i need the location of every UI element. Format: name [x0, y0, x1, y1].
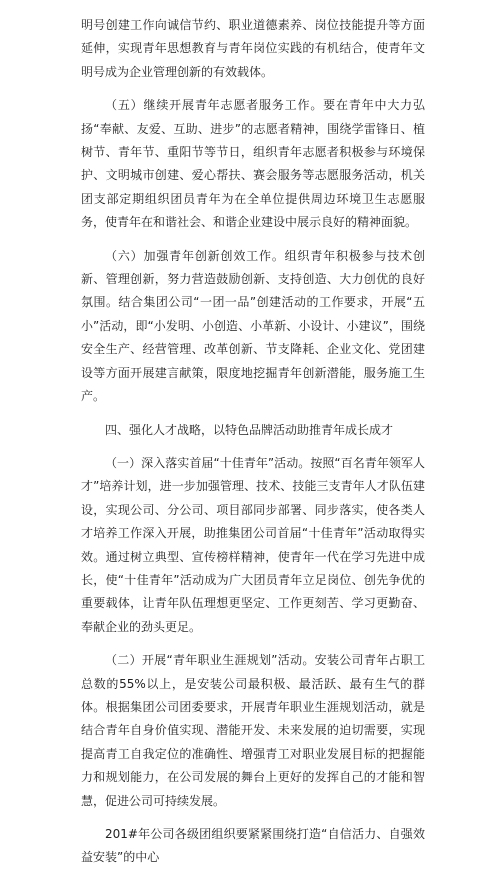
paragraph-volunteer-service: （五）继续开展青年志愿者服务工作。要在青年中大力弘扬“奉献、友爱、互助、进步”的志愿者精神，围绕学雷锋日、植树节、青年节、重阳节等节日，组织青年志愿者积极参与环境保护、文明城市创建、爱心帮扶、赛会服务等志愿服务活动，机关团支部定期组织团员青年为在全单位提供周边环境卫生志愿服务，使青年在和谐社会、和谐企业建设中展示良好的精神面貌。 — [81, 98, 425, 230]
paragraph-top-ten-youth: （一）深入落实首届“十佳青年”活动。按照“百名青年领军人才”培养计划，进一步加强管理、技术、技能三支青年人才队伍建设，实现公司、分公司、项目部同步部署、同步落实，使各类人才培养工作深入开展，助推集团公司首届“十佳青年”活动取得实效。通过树立典型、宣传榜样精神，使青年一代在学习先进中成长，使“十佳青年”活动成为广大团员青年立足岗位、创先争优的重要载体，让青年队伍理想更坚定、工作更刻苦、学习更勤奋、奉献企业的劲头更足。 — [81, 455, 425, 634]
paragraph-closing: 201#年公司各级团组织要紧紧围绕打造“自信活力、自强效益安装”的中心 — [81, 827, 425, 865]
section-heading-talent-strategy: 四、强化人才战略，以特色品牌活动助推青年成长成才 — [105, 422, 394, 437]
document-body — [81, 14, 425, 870]
paragraph-career-planning: （二）开展“青年职业生涯规划”活动。安装公司青年占职工总数的55%以上，是安装公司最积极、最活跃、最有生气的群体。根据集团公司团委要求，开展青年职业生涯规划活动，就是结合青年自身价值实现、潜能开发、未来发展的迫切需要，实现提高青工自我定位的准确性、增强青工对职业发展目标的把握能力和规划能力，在公司发展的舞台上更好的发挥自己的才能和智慧，促进公司可持续发展。 — [81, 653, 425, 808]
paragraph-continuation: 明号创建工作向诚信节约、职业道德素养、岗位技能提升等方面延伸，实现青年思想教育与青年岗位实践的有机结合，使青年文明号成为企业管理创新的有效载体。 — [81, 18, 425, 79]
paragraph-innovation: （六）加强青年创新创效工作。组织青年积极参与技术创新、管理创新，努力营造鼓励创新、支持创造、大力创优的良好氛围。结合集团公司“一团一品”创建活动的工作要求，开展“五小”活动，即“小发明、小创造、小革新、小设计、小建议”，围绕安全生产、经营管理、改革创新、节支降耗、企业文化、党团建设等方面开展建言献策，限度地挖掘青年创新潜能，服务施工生产。 — [81, 248, 425, 404]
